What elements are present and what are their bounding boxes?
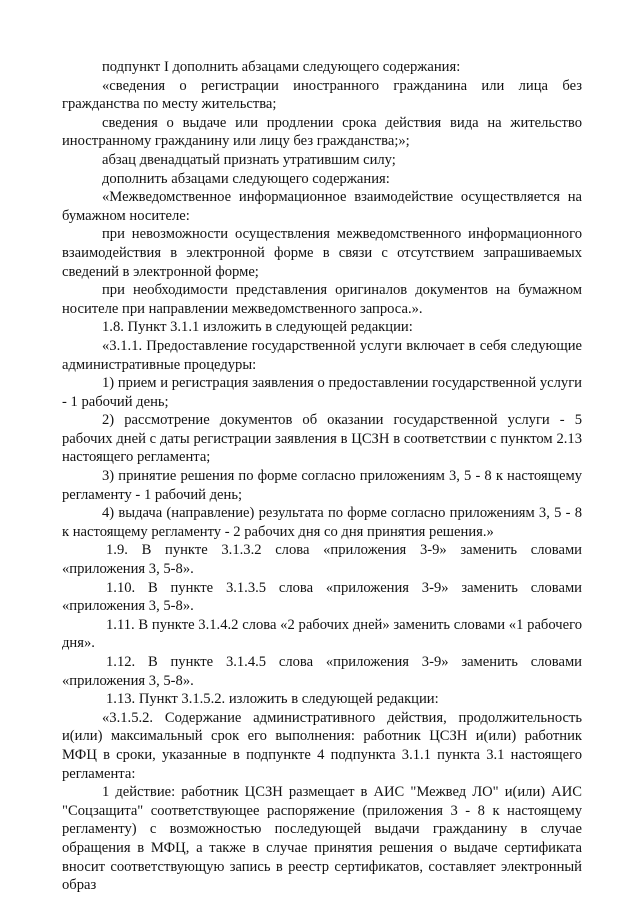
paragraph: 1.8. Пункт 3.1.1 изложить в следующей редакции: — [102, 319, 413, 336]
paragraph: при необходимости представления оригиналов документов на бумажном носителе при направлении межведомственного запроса.». — [62, 282, 582, 317]
paragraph: «Межведомственное информационное взаимодействие осуществляется на бумажном носителе: — [62, 189, 582, 224]
paragraph: при невозможности осуществления межведомственного информационного взаимодействия в электронной форме в связи с отсутствием запрашиваемых сведений в электронной форме; — [62, 226, 582, 280]
paragraph: 2) рассмотрение документов об оказании государственной услуги - 5 рабочих дней с даты регистрации заявления в ЦСЗН в соответствии с пунктом 2.13 настоящего регламента; — [62, 412, 582, 466]
paragraph: 1.10. В пункте 3.1.3.5 слова «приложения 3-9» заменить словами «приложения 3, 5-8». — [62, 579, 582, 615]
paragraph: 1.13. Пункт 3.1.5.2. изложить в следующей редакции: — [106, 691, 439, 708]
paragraph: «3.1.5.2. Содержание административного действия, продолжительность и(или) максимальный срок его выполнения: работник ЦСЗН и(или) работник МФЦ в сроки, указанные в подпункте 4 подпункта 3.1.1 пункта 3.1 настоящего регламента: — [62, 709, 582, 782]
paragraph: 1 действие: работник ЦСЗН размещает в АИС "Межвед ЛО" и(или) АИС "Соцзащита" соответствующее распоряжение (приложения 3 - 8 к настоящему регламенту) с возможностью последующей выдачи гражданину в случае обращения в МФЦ, а также в случае принятия решения о выдаче сертификата вносит соответствующую запись в реестр сертификатов, составляет электронный образ — [62, 784, 582, 894]
paragraph: 1.9. В пункте 3.1.3.2 слова «приложения 3-9» заменить словами «приложения 3, 5-8». — [62, 542, 582, 578]
paragraph: «3.1.1. Предоставление государственной услуги включает в себя следующие административные процедуры: — [62, 337, 582, 373]
paragraph: 1.11. В пункте 3.1.4.2 слова «2 рабочих дней» заменить словами «1 рабочего дня». — [62, 616, 582, 652]
paragraph: дополнить абзацами следующего содержания: — [102, 170, 390, 187]
paragraph: абзац двенадцатый признать утратившим силу; — [102, 151, 396, 168]
paragraph: 3) принятие решения по форме согласно приложениям 3, 5 - 8 к настоящему регламенту - 1 рабочий день; — [62, 468, 582, 503]
paragraph: сведения о выдаче или продлении срока действия вида на жительство иностранному гражданину или лицу без гражданства;»; — [62, 114, 582, 150]
paragraph: 4) выдача (направление) результата по форме согласно приложениям 3, 5 - 8 к настоящему регламенту - 2 рабочих дня со дня принятия решения.» — [62, 505, 582, 540]
paragraph: подпункт I дополнить абзацами следующего содержания: — [102, 59, 461, 75]
paragraph: 1.12. В пункте 3.1.4.5 слова «приложения 3-9» заменить словами «приложения 3, 5-8». — [62, 654, 582, 689]
paragraph: 1) прием и регистрация заявления о предоставлении государственной услуги - 1 рабочий день; — [62, 375, 582, 410]
paragraph: «сведения о регистрации иностранного гражданина или лица без гражданства по месту жительства; — [62, 77, 582, 113]
